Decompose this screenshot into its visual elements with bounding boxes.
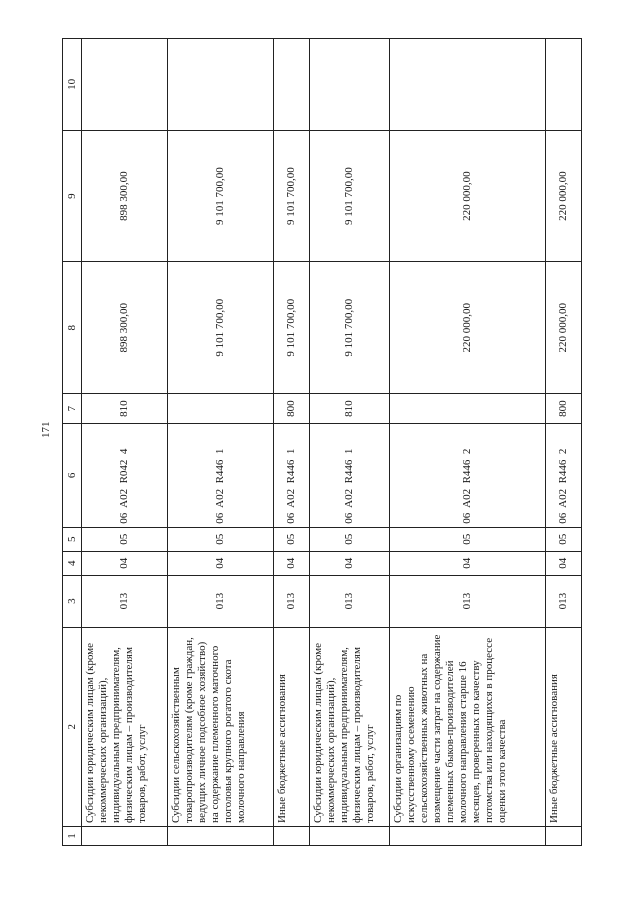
cell-col-7: [168, 394, 273, 424]
cell-col-3: 013: [82, 576, 167, 628]
cell-col-8: 9 101 700,00: [310, 262, 389, 394]
cell-col-1: [310, 827, 389, 845]
cell-col-4: 04: [168, 552, 273, 576]
table-row: [167, 39, 273, 845]
cell-col-1: [546, 827, 581, 845]
cell-col-3: 013: [310, 576, 389, 628]
cell-col-9: 9 101 700,00: [274, 131, 309, 263]
cell-col-9: 9 101 700,00: [168, 131, 273, 263]
table-row: [273, 39, 309, 845]
cell-col-5: 05: [310, 528, 389, 552]
cell-name: Субсидии юридическим лицам (кроме некоммерческих организаций), индивидуальным предпринимателям, физическим лицам – производителям товаров, работ, услуг: [310, 628, 389, 827]
cell-col-4: 04: [82, 552, 167, 576]
cell-col-3: 013: [168, 576, 273, 628]
table-row: [309, 39, 389, 845]
cell-col-5: 05: [168, 528, 273, 552]
cell-col-6: [310, 424, 389, 528]
cell-col-5: 05: [82, 528, 167, 552]
cell-col-10: [310, 39, 389, 131]
cell-col-1: [168, 827, 273, 845]
cell-col-6-text: 06 A02 R446 2: [461, 448, 473, 524]
cell-name: Субсидии сельскохозяйственным товаропроизводителям (кроме граждан, ведущих личное подсобное хозяйство) на содержание племенного маточного поголовья крупного рогатого скота молочного направления: [168, 628, 273, 827]
cell-col-5: 05: [546, 528, 581, 552]
cell-col-9: 9 101 700,00: [310, 131, 389, 263]
cell-col-6-text: 06 A02 R446 1: [285, 448, 297, 524]
cell-col-5: 05: [274, 528, 309, 552]
cell-col-10: [168, 39, 273, 131]
cell-col-8: 220 000,00: [546, 262, 581, 394]
cell-col-3: 013: [546, 576, 581, 628]
cell-col-6-text: 06 A02 R042 4: [118, 448, 130, 524]
cell-col-1: [274, 827, 309, 845]
cell-col-8: 898 300,00: [82, 262, 167, 394]
cell-col-7: 810: [82, 394, 167, 424]
cell-col-10: [82, 39, 167, 131]
cell-col-6: [390, 424, 545, 528]
header-col-7: 7: [63, 394, 81, 424]
cell-col-5: 05: [390, 528, 545, 552]
cell-col-10: [546, 39, 581, 131]
header-col-6: 6: [63, 424, 81, 528]
table-row: [81, 39, 167, 845]
cell-col-7: 800: [546, 394, 581, 424]
header-col-5: 5: [63, 528, 81, 552]
cell-col-10: [390, 39, 545, 131]
cell-col-7: 810: [310, 394, 389, 424]
cell-name: Субсидии организациям по искусственному осеменению сельскохозяйственных животных на возмещение части затрат на содержание племенных быков-производителей молочного направления старше 16 месяцев, проверенных по качеству потомства или находящихся в процессе оценки этого качества: [390, 628, 545, 827]
header-col-8: 8: [63, 262, 81, 394]
cell-col-4: 04: [310, 552, 389, 576]
cell-col-6: [168, 424, 273, 528]
cell-name: Субсидии юридическим лицам (кроме некоммерческих организаций), индивидуальным предпринимателям, физическим лицам – производителям товаров, работ, услуг: [82, 628, 167, 827]
cell-col-1: [82, 827, 167, 845]
cell-col-7: [390, 394, 545, 424]
cell-col-6: [274, 424, 309, 528]
cell-col-3: 013: [274, 576, 309, 628]
cell-name: Иные бюджетные ассигнования: [274, 628, 309, 827]
cell-name: Иные бюджетные ассигнования: [546, 628, 581, 827]
cell-col-8: 9 101 700,00: [168, 262, 273, 394]
cell-col-6: [82, 424, 167, 528]
cell-col-9: 898 300,00: [82, 131, 167, 263]
table-row: [389, 39, 545, 845]
cell-col-6: [546, 424, 581, 528]
cell-col-7: 800: [274, 394, 309, 424]
cell-col-4: 04: [274, 552, 309, 576]
cell-col-8: 220 000,00: [390, 262, 545, 394]
header-col-2: 2: [63, 628, 81, 827]
cell-col-4: 04: [546, 552, 581, 576]
cell-col-9: 220 000,00: [546, 131, 581, 263]
header-col-9: 9: [63, 131, 81, 263]
cell-col-9: 220 000,00: [390, 131, 545, 263]
cell-col-6-text: 06 A02 R446 2: [557, 448, 569, 524]
cell-col-3: 013: [390, 576, 545, 628]
header-col-3: 3: [63, 576, 81, 628]
cell-col-8: 9 101 700,00: [274, 262, 309, 394]
cell-col-4: 04: [390, 552, 545, 576]
table-header-row: [63, 39, 81, 845]
header-col-4: 4: [63, 552, 81, 576]
cell-col-6-text: 06 A02 R446 1: [343, 448, 355, 524]
cell-col-10: [274, 39, 309, 131]
header-col-10: 10: [63, 39, 81, 131]
header-col-1: 1: [65, 833, 78, 839]
budget-table: [62, 38, 582, 846]
cell-col-6-text: 06 A02 R446 1: [214, 448, 226, 524]
table-row: [545, 39, 581, 845]
page-number: 171: [40, 421, 52, 438]
cell-col-1: [390, 827, 545, 845]
